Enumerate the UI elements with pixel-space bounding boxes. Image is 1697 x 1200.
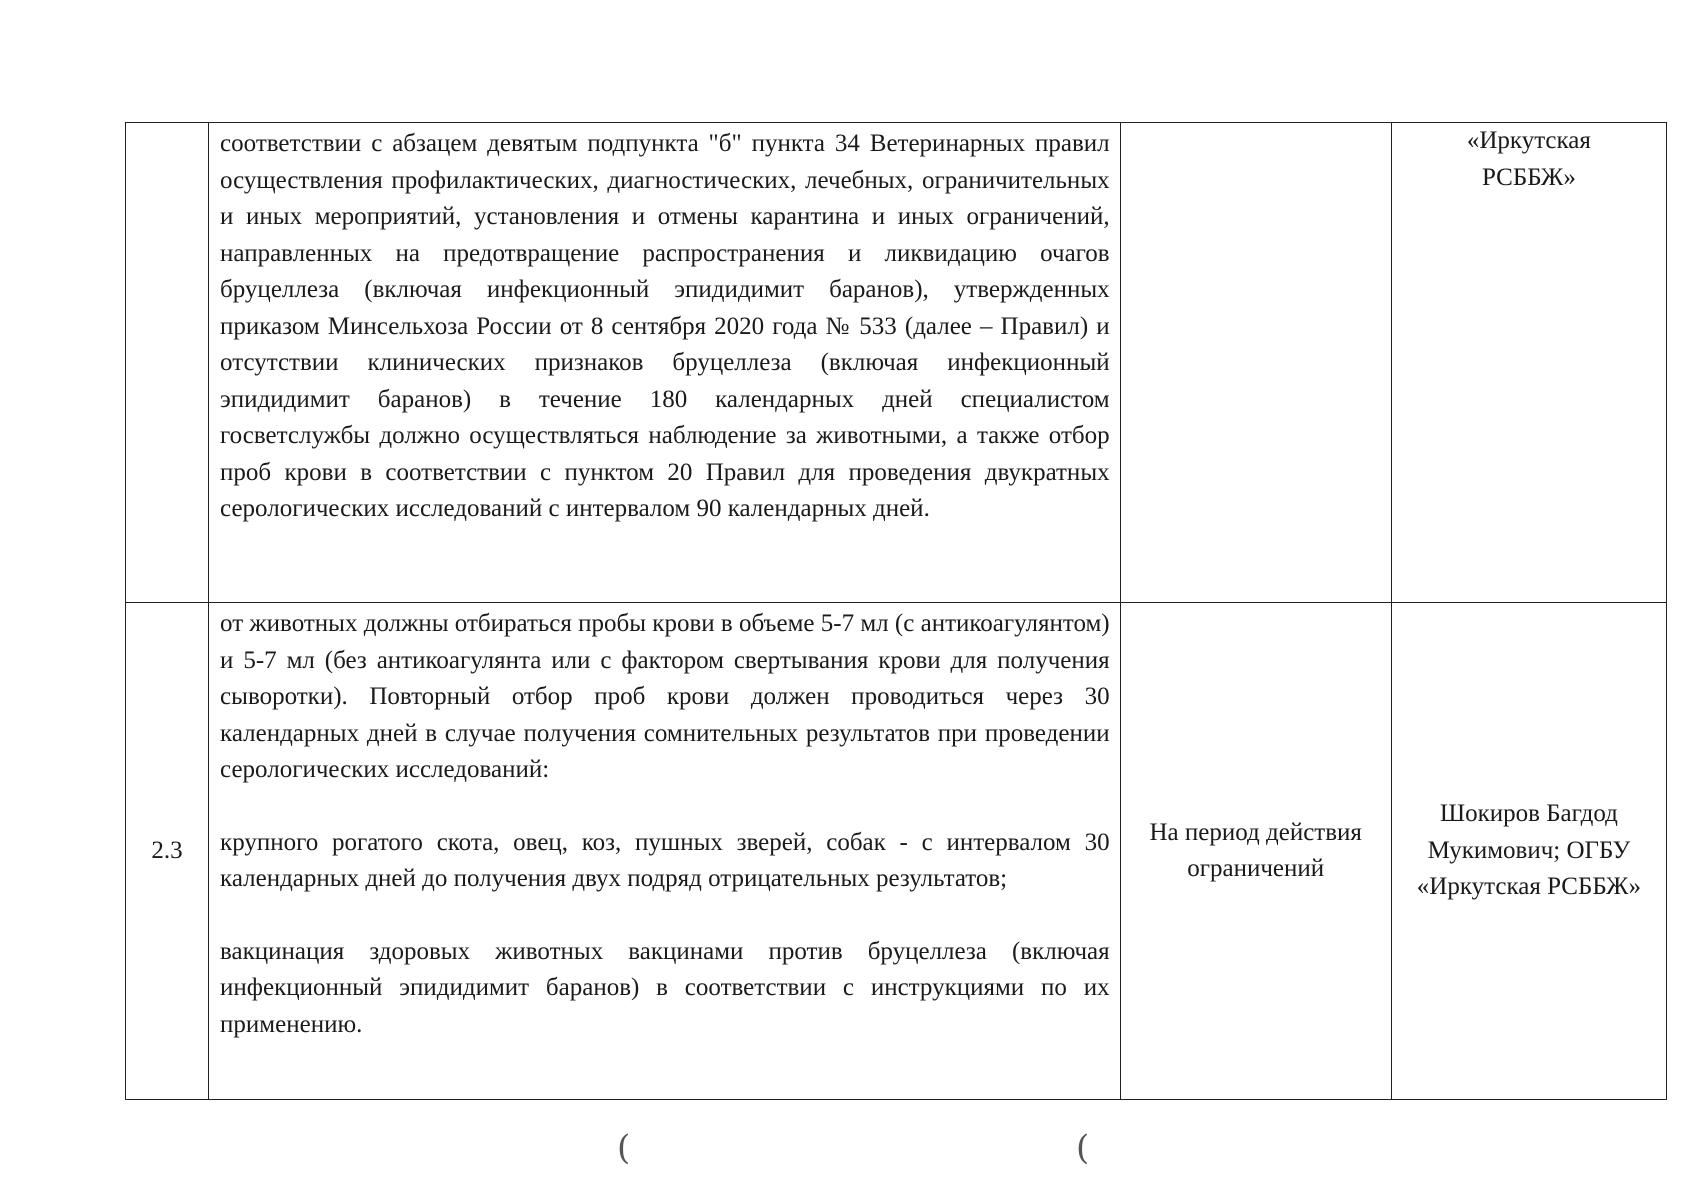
table-row: [126, 603, 1667, 1100]
period-cell: [1120, 123, 1391, 603]
table-row: [126, 123, 1667, 603]
measure-paragraph: вакцинация здоровых животных вакцинами против бруцеллеза (включая инфекционный эпидидимит баранов) в соответствии с инструкциями по их применению.: [220, 937, 1110, 1038]
measures-table: [125, 122, 1667, 1100]
row-number: [126, 123, 209, 603]
page-mark-right: (: [1076, 1128, 1090, 1168]
measure-description: [209, 603, 1121, 1100]
period-text: На период действия ограничений: [1149, 818, 1362, 882]
responsible-text: Шокиров Багдод Мукимович; ОГБУ «Иркутская РСББЖ»: [1416, 800, 1641, 901]
page-mark-left: (: [617, 1128, 631, 1168]
measure-paragraph: от животных должны отбираться пробы крови в объеме 5-7 мл (с антикоагулянтом) и 5-7 мл (без антикоагулянта или с фактором свертывания крови для получения сыворотки). Повторный отбор проб крови должен проводиться через 30 календарных дней в случае получения сомнительных результатов при проведении серологических исследований:: [220, 610, 1110, 783]
responsible-text: «Иркутская РСББЖ»: [1466, 127, 1591, 191]
measure-description: [209, 123, 1121, 603]
responsible-cell: [1391, 123, 1666, 603]
responsible-cell: [1391, 603, 1666, 1100]
row-number: 2.3: [126, 603, 209, 1100]
measure-paragraph: крупного рогатого скота, овец, коз, пушных зверей, собак - с интервалом 30 календарных дней до получения двух подряд отрицательных результатов;: [220, 828, 1110, 892]
measure-paragraph: соответствии с абзацем девятым подпункта "б" пункта 34 Ветеринарных правил осуществления профилактических, диагностических, лечебных, ограничительных и иных мероприятий, установления и отмены карантина и иных ограничений, направленных на предотвращение распространения и ликвидацию очагов бруцеллеза (включая инфекционный эпидидимит баранов), утвержденных приказом Минсельхоза России от 8 сентября 2020 года № 533 (далее – Правил) и отсутствии клинических признаков бруцеллеза (включая инфекционный эпидидимит баранов) в течение 180 календарных дней специалистом госветслужбы должно осуществляться наблюдение за животными, а также отбор проб крови в соответствии с пунктом 20 Правил для проведения двукратных серологических исследований с интервалом 90 календарных дней.: [220, 130, 1110, 522]
period-cell: [1120, 603, 1391, 1100]
